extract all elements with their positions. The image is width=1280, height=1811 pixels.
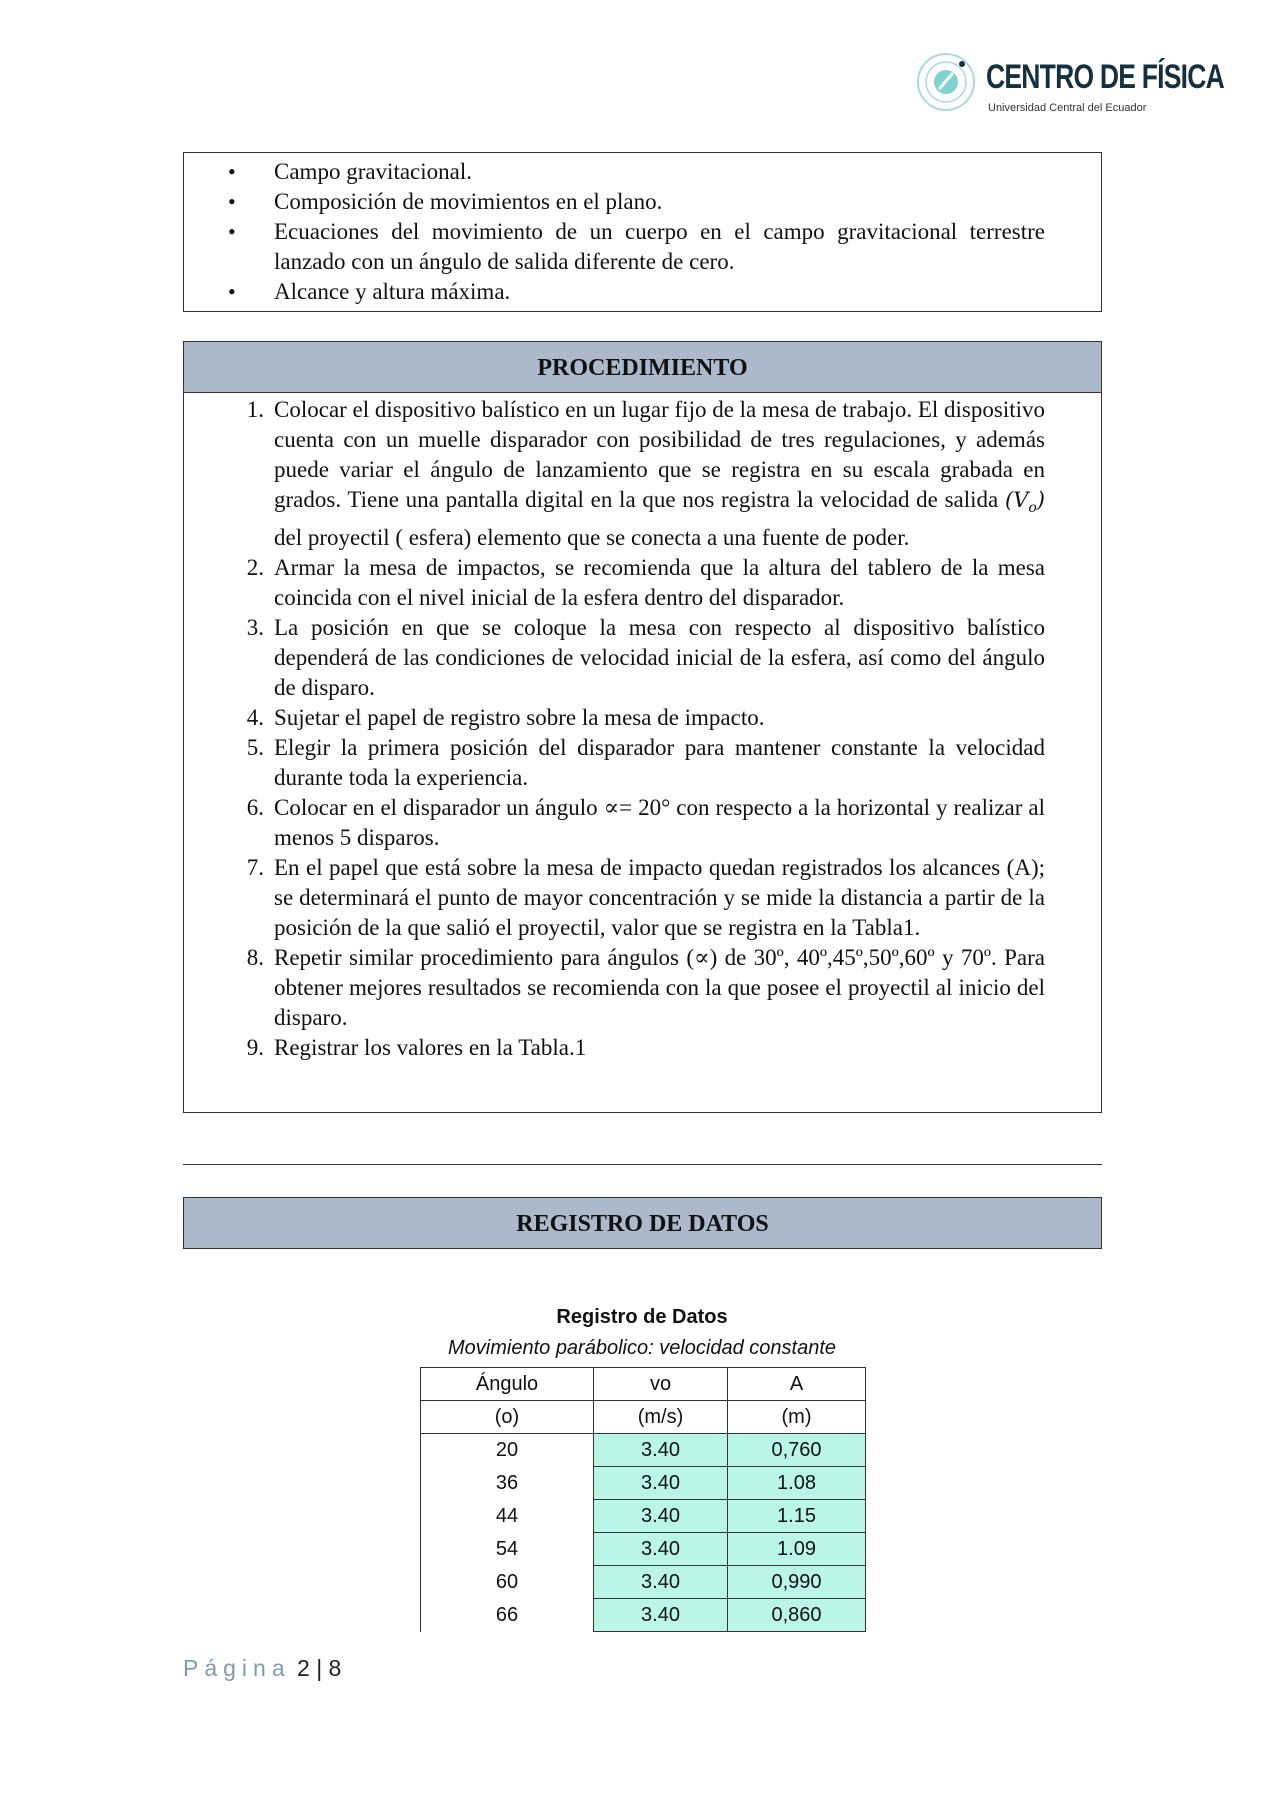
table-row [421,1500,866,1533]
page-footer [183,1655,341,1682]
logo-title: CENTRO DE FÍSICA [986,58,1224,96]
step-number: 6. [246,795,264,821]
math-vo: $(V_o)$ [1005,488,1045,517]
data-section-title: REGISTRO DE DATOS [184,1198,1101,1248]
angle-cell: 44 [421,1500,594,1533]
list-item [246,853,1045,943]
list-item [246,943,1045,1033]
range-cell: 1.09 [728,1533,866,1566]
vo-cell: 3.40 [594,1500,728,1533]
step-number: 3. [246,615,264,641]
step-number: 8. [246,945,264,971]
unit-cell: (m) [728,1401,866,1434]
logo-subtitle: Universidad Central del Ecuador [988,102,1147,114]
logo [914,50,1224,120]
range-cell: 0,860 [728,1599,866,1632]
table-row [421,1467,866,1500]
vo-cell: 3.40 [594,1467,728,1500]
range-cell: 1.08 [728,1467,866,1500]
step-text: Colocar el dispositivo balístico en un lugar fijo de la mesa de trabajo. El dispositivo cuenta con un muelle disparador con posibilidad de tres regulaciones, y además puede variar el ángulo de lanzamiento que se registra en su escala grabada en grados. Tiene una pantalla digital en la que nos registra la velocidad de salida [274,397,1045,512]
step-number: 9. [246,1035,264,1061]
vo-cell: 3.40 [594,1566,728,1599]
step-text: Colocar en el disparador un ángulo ∝= 20° con respecto a la horizontal y realizar al menos 5 disparos. [274,795,1045,851]
step-text: Elegir la primera posición del disparador para mantener constante la velocidad durante toda la experiencia. [274,735,1045,791]
table-row [421,1533,866,1566]
header-cell: Ángulo [421,1368,594,1401]
table-unit-row [421,1401,866,1434]
vo-cell: 3.40 [594,1434,728,1467]
table-header-row [421,1368,866,1401]
page-number: 2 | 8 [297,1655,342,1681]
list-item [246,1033,1045,1063]
step-number: 1. [246,397,264,422]
list-item: • Ecuaciones del movimiento de un cuerpo en el campo gravitacional terrestre lanzado con un ángulo de salida diferente de cero. [274,217,1045,277]
step-text: En el papel que está sobre la mesa de impacto quedan registrados los alcances (A); se determinará el punto de mayor concentración y se mide la distancia a partir de la posición de la que salió el proyectil, valor que se registra en la Tabla1. [274,855,1045,941]
header-cell: vo [594,1368,728,1401]
range-cell: 0,990 [728,1566,866,1599]
table-row [421,1434,866,1467]
list-item [246,613,1045,703]
list-item: • Alcance y altura máxima. [274,277,1045,307]
step-number: 4. [246,705,264,731]
data-section-box [183,1197,1102,1249]
step-number: 5. [246,735,264,761]
table-row [421,1599,866,1632]
unit-cell: (m/s) [594,1401,728,1434]
step-text: Armar la mesa de impactos, se recomienda que la altura del tablero de la mesa coincida con el nivel inicial de la esfera dentro del disparador. [274,555,1045,611]
header-cell: A [728,1368,866,1401]
table-subtitle: Movimiento parábolico: velocidad constante [448,1337,836,1359]
range-cell: 1.15 [728,1500,866,1533]
step-number: 7. [246,855,264,881]
step-number: 2. [246,555,264,581]
theory-box [183,152,1102,312]
angle-cell: 66 [421,1599,594,1632]
table-row [421,1566,866,1599]
list-item [246,703,1045,733]
step-text: del proyectil ( esfera) elemento que se conecta a una fuente de poder. [274,525,910,551]
list-item [246,395,1045,553]
procedure-steps [184,393,1101,1063]
data-table [420,1367,866,1632]
page-label: Página [183,1655,291,1681]
range-cell: 0,760 [728,1434,866,1467]
list-item: • Campo gravitacional. [274,157,1045,187]
step-text: Repetir similar procedimiento para ángulos (∝) de 30º, 40º,45º,50º,60º y 70º. Para obtener mejores resultados se recomienda con la que posee el proyectil al inicio del disparo. [274,945,1045,1031]
list-item [246,793,1045,853]
unit-cell: (o) [421,1401,594,1434]
angle-cell: 20 [421,1434,594,1467]
procedure-box [183,341,1102,1113]
list-item [246,733,1045,793]
angle-cell: 60 [421,1566,594,1599]
theory-list [184,153,1101,307]
list-item [246,553,1045,613]
vo-cell: 3.40 [594,1599,728,1632]
step-text: Sujetar el papel de registro sobre la mesa de impacto. [274,705,765,731]
table-title: Registro de Datos [556,1306,728,1328]
logo-emblem-icon [914,50,978,114]
step-text: La posición en que se coloque la mesa con respecto al dispositivo balístico dependerá de las condiciones de velocidad inicial de la esfera, así como del ángulo de disparo. [274,615,1045,701]
list-item: • Composición de movimientos en el plano. [274,187,1045,217]
angle-cell: 36 [421,1467,594,1500]
angle-cell: 54 [421,1533,594,1566]
step-text: Registrar los valores en la Tabla.1 [274,1035,587,1061]
divider [183,1164,1102,1165]
vo-cell: 3.40 [594,1533,728,1566]
procedure-title: PROCEDIMIENTO [184,342,1101,393]
